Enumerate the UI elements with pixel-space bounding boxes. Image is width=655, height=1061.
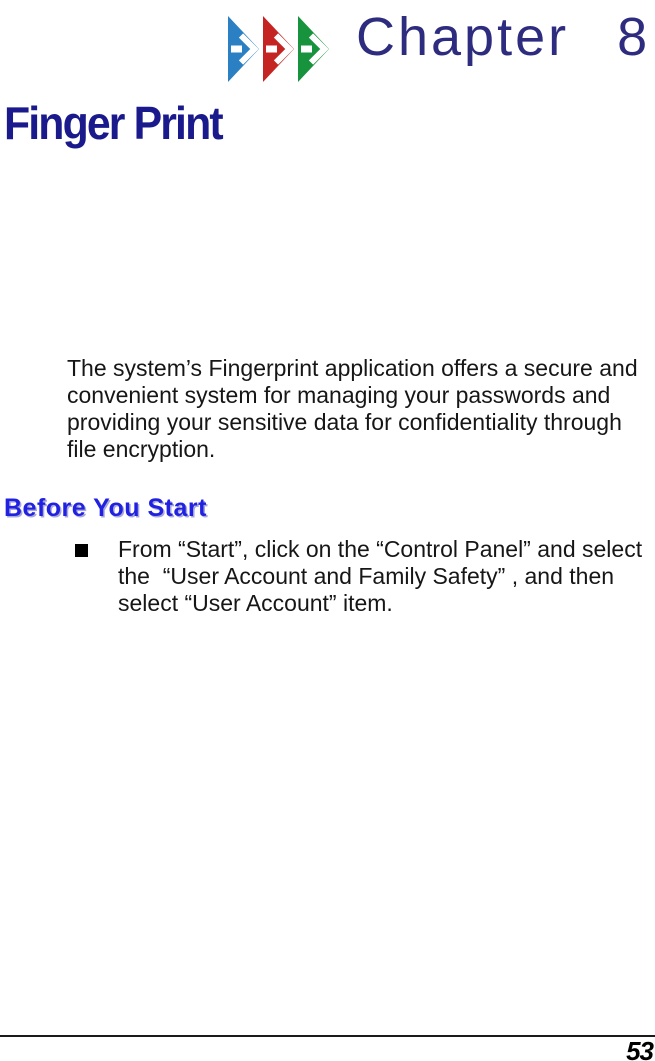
bullet-square-marker bbox=[75, 544, 88, 557]
triple-chevron-arrows-icon bbox=[228, 16, 329, 82]
intro-paragraph bbox=[67, 355, 638, 463]
text-line: the “User Account and Family Safety” , and then bbox=[118, 563, 615, 589]
chevron-arrow-icon bbox=[228, 16, 259, 82]
text-line: file encryption. bbox=[67, 436, 216, 462]
page-title: Finger Print bbox=[4, 97, 222, 149]
bullet-text bbox=[118, 536, 642, 617]
chapter-number: 8 bbox=[617, 7, 651, 67]
chevron-arrow-icon bbox=[298, 16, 329, 82]
text-line: providing your sensitive data for confidentiality through bbox=[67, 409, 622, 435]
footer-divider bbox=[0, 1035, 655, 1037]
section-heading: Before You Start bbox=[4, 494, 207, 522]
chapter-label: Chapter bbox=[356, 7, 570, 67]
chapter-header bbox=[356, 6, 650, 68]
text-line: From “Start”, click on the “Control Panel” and select bbox=[118, 536, 643, 562]
chevron-arrow-icon bbox=[263, 16, 294, 82]
text-line: convenient system for managing your passwords and bbox=[67, 382, 611, 408]
text-line: The system’s Fingerprint application offers a secure and bbox=[67, 355, 638, 381]
bullet-item bbox=[75, 536, 642, 617]
text-line: select “User Account” item. bbox=[118, 590, 393, 616]
page-number: 53 bbox=[626, 1036, 653, 1061]
